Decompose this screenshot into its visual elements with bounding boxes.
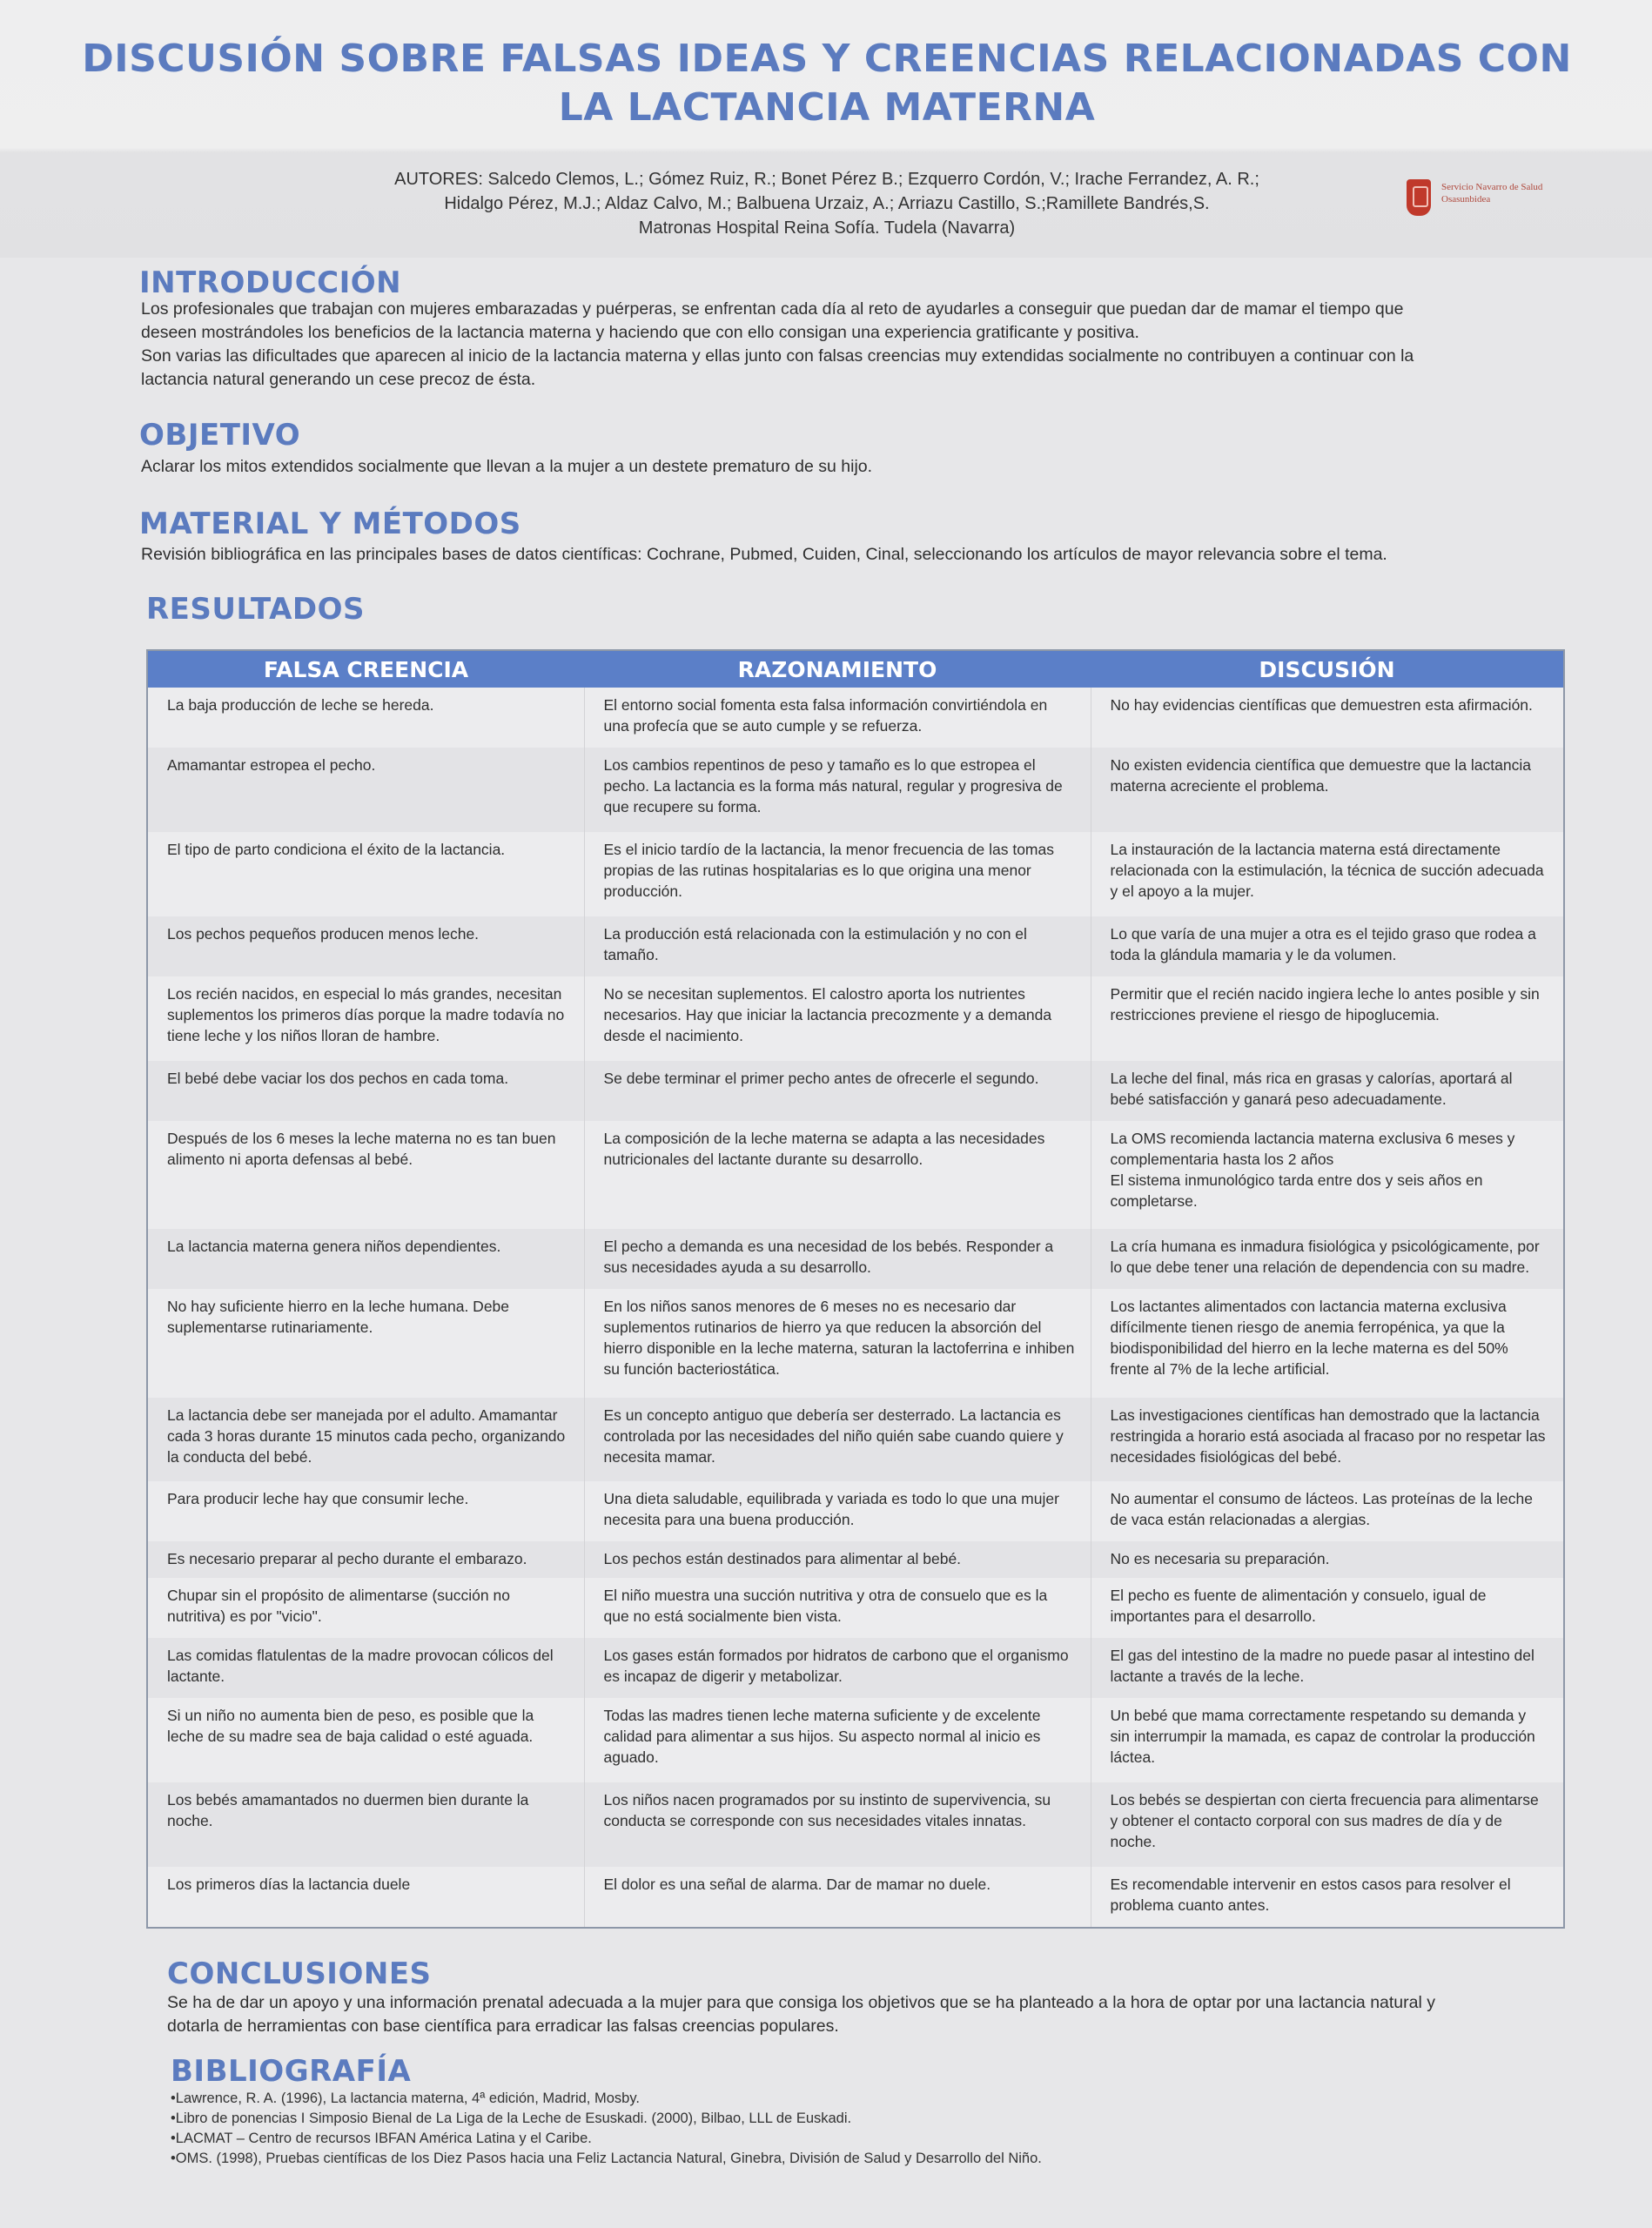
falsa-creencia-cell: No hay suficiente hierro en la leche humana. Debe suplementarse rutinariamente. — [147, 1289, 584, 1397]
title-line-1: DISCUSIÓN SOBRE FALSAS IDEAS Y CREENCIAS RELACIONADAS CON — [82, 37, 1572, 81]
discusion-cell: No aumentar el consumo de lácteos. Las proteínas de la leche de vaca están relacionadas a alergias. — [1091, 1481, 1564, 1541]
table-row — [147, 1061, 1564, 1121]
table-row — [147, 916, 1564, 976]
razonamiento-cell: Es el inicio tardío de la lactancia, la menor frecuencia de las tomas propias de las rutinas hospitalarias es lo que origina una menor producción. — [584, 832, 1091, 916]
heading-objetivo: OBJETIVO — [139, 418, 301, 453]
table-row — [147, 1698, 1564, 1782]
table-row — [147, 748, 1564, 832]
introduccion-text — [141, 298, 1568, 392]
bibliography-item: • LACMAT – Centro de recursos IBFAN América Latina y el Caribe. — [171, 2129, 1042, 2149]
results-table — [146, 649, 1565, 1929]
column-header-razonamiento: RAZONAMIENTO — [584, 650, 1091, 688]
table-row — [147, 1638, 1564, 1698]
table-row — [147, 1289, 1564, 1397]
razonamiento-cell: Es un concepto antiguo que debería ser desterrado. La lactancia es controlada por las necesidades del niño quién sabe cuando quiere y necesita mamar. — [584, 1398, 1091, 1482]
razonamiento-cell: Los niños nacen programados por su instinto de supervivencia, su conducta se corresponde con sus necesidades vitales innatas. — [584, 1782, 1091, 1867]
razonamiento-cell: La composición de la leche materna se adapta a las necesidades nutricionales del lactante durante su desarrollo. — [584, 1121, 1091, 1229]
heading-conclusiones: CONCLUSIONES — [167, 1956, 432, 1991]
heading-bibliografia: BIBLIOGRAFÍA — [171, 2054, 412, 2089]
table-row — [147, 832, 1564, 916]
authors-line-2: Hidalgo Pérez, M.J.; Aldaz Calvo, M.; Balbuena Urzaiz, A.; Arriazu Castillo, S.;Ramillete Bandrés,S. — [444, 194, 1210, 213]
authors-line-1: AUTORES: Salcedo Clemos, L.; Gómez Ruiz, R.; Bonet Pérez B.; Ezquerro Cordón, V.; Irache Ferrandez, A. R.; — [394, 170, 1259, 189]
table-row — [147, 1578, 1564, 1638]
intro-line-1: Los profesionales que trabajan con mujeres embarazadas y puérperas, se enfrentan cada día al reto de ayudarles a conseguir que puedan dar de mamar el tiempo que — [141, 299, 1404, 319]
table-row — [147, 1541, 1564, 1577]
razonamiento-cell: El niño muestra una succión nutritiva y otra de consuelo que es la que no está socialmente bien vista. — [584, 1578, 1091, 1638]
heading-introduccion: INTRODUCCIÓN — [139, 265, 402, 300]
intro-line-2: deseen mostrándoles los beneficios de la lactancia materna y haciendo que con ello consigan una experiencia gratificante y positiva. — [141, 323, 1139, 342]
title-line-2: LA LACTANCIA MATERNA — [558, 85, 1096, 130]
table-row — [147, 976, 1564, 1061]
razonamiento-cell: Una dieta saludable, equilibrada y variada es todo lo que una mujer necesita para una buena producción. — [584, 1481, 1091, 1541]
razonamiento-cell: Todas las madres tienen leche materna suficiente y de excelente calidad para alimentar a sus hijos. Su aspecto normal al inicio es aguado. — [584, 1698, 1091, 1782]
falsa-creencia-cell: Las comidas flatulentas de la madre provocan cólicos del lactante. — [147, 1638, 584, 1698]
falsa-creencia-cell: Los recién nacidos, en especial lo más grandes, necesitan suplementos los primeros días porque la madre todavía no tiene leche y los niños lloran de hambre. — [147, 976, 584, 1061]
table-row — [147, 1782, 1564, 1867]
falsa-creencia-cell: Si un niño no aumenta bien de peso, es posible que la leche de su madre sea de baja calidad o esté aguada. — [147, 1698, 584, 1782]
column-header-discusion: DISCUSIÓN — [1091, 650, 1564, 688]
discusion-cell: Un bebé que mama correctamente respetando su demanda y sin interrumpir la mamada, es capaz de controlar la producción láctea. — [1091, 1698, 1564, 1782]
table-row — [147, 1398, 1564, 1482]
conclusiones-text — [167, 1991, 1577, 2038]
discusion-cell: No es necesaria su preparación. — [1091, 1541, 1564, 1577]
material-text: Revisión bibliográfica en las principales bases de datos científicas: Cochrane, Pubmed, Cuiden, Cinal, seleccionando los artículos de mayor relevancia sobre el tema. — [141, 545, 1387, 564]
razonamiento-cell: El dolor es una señal de alarma. Dar de mamar no duele. — [584, 1867, 1091, 1928]
razonamiento-cell: No se necesitan suplementos. El calostro aporta los nutrientes necesarios. Hay que iniciar la lactancia precozmente y a demanda desde el nacimiento. — [584, 976, 1091, 1061]
table-row — [147, 688, 1564, 748]
falsa-creencia-cell: Los primeros días la lactancia duele — [147, 1867, 584, 1928]
falsa-creencia-cell: El tipo de parto condiciona el éxito de la lactancia. — [147, 832, 584, 916]
conclusiones-line-2: dotarla de herramientas con base científica para erradicar las falsas creencias populares. — [167, 2017, 839, 2036]
authors-block — [331, 167, 1323, 240]
falsa-creencia-cell: La lactancia materna genera niños dependientes. — [147, 1229, 584, 1289]
falsa-creencia-cell: El bebé debe vaciar los dos pechos en cada toma. — [147, 1061, 584, 1121]
discusion-cell: No existen evidencia científica que demuestre que la lactancia materna acreciente el problema. — [1091, 748, 1564, 832]
razonamiento-cell: El entorno social fomenta esta falsa información convirtiéndola en una profecía que se auto cumple y se refuerza. — [584, 688, 1091, 748]
discusion-cell: Es recomendable intervenir en estos casos para resolver el problema cuanto antes. — [1091, 1867, 1564, 1928]
institution-logo — [1401, 176, 1575, 221]
crest-icon — [1407, 179, 1431, 216]
logo-text-1: Servicio Navarro de Salud — [1441, 182, 1543, 192]
razonamiento-cell: El pecho a demanda es una necesidad de los bebés. Responder a sus necesidades ayuda a su desarrollo. — [584, 1229, 1091, 1289]
poster-title — [78, 35, 1575, 132]
heading-material: MATERIAL Y MÉTODOS — [139, 507, 521, 541]
falsa-creencia-cell: Después de los 6 meses la leche materna no es tan buen alimento ni aporta defensas al bebé. — [147, 1121, 584, 1229]
falsa-creencia-cell: La lactancia debe ser manejada por el adulto. Amamantar cada 3 horas durante 15 minutos cada pecho, organizando la conducta del bebé. — [147, 1398, 584, 1482]
affiliation: Matronas Hospital Reina Sofía. Tudela (Navarra) — [638, 218, 1016, 238]
bibliography-item: • Lawrence, R. A. (1996), La lactancia materna, 4ª edición, Madrid, Mosby. — [171, 2089, 1042, 2109]
objetivo-text: Aclarar los mitos extendidos socialmente que llevan a la mujer a un destete prematuro de su hijo. — [141, 457, 873, 476]
razonamiento-cell: La producción está relacionada con la estimulación y no con el tamaño. — [584, 916, 1091, 976]
discusion-cell: La instauración de la lactancia materna está directamente relacionada con la estimulación, la técnica de succión adecuada y el apoyo a la mujer. — [1091, 832, 1564, 916]
discusion-cell: Lo que varía de una mujer a otra es el tejido graso que rodea a toda la glándula mamaria y le da volumen. — [1091, 916, 1564, 976]
falsa-creencia-cell: Es necesario preparar al pecho durante el embarazo. — [147, 1541, 584, 1577]
falsa-creencia-cell: La baja producción de leche se hereda. — [147, 688, 584, 748]
razonamiento-cell: Se debe terminar el primer pecho antes de ofrecerle el segundo. — [584, 1061, 1091, 1121]
falsa-creencia-cell: Para producir leche hay que consumir leche. — [147, 1481, 584, 1541]
bibliography-item: • OMS. (1998), Pruebas científicas de los Diez Pasos hacia una Feliz Lactancia Natural, Ginebra, División de Salud y Desarrollo del Niño. — [171, 2149, 1042, 2169]
intro-line-3: Son varias las dificultades que aparecen al inicio de la lactancia materna y ellas junto con falsas creencias muy extendidas socialmente no contribuyen a continuar con la — [141, 346, 1414, 366]
discusion-cell: La cría humana es inmadura fisiológica y psicológicamente, por lo que debe tener una relación de dependencia con su madre. — [1091, 1229, 1564, 1289]
discusion-cell: Los lactantes alimentados con lactancia materna exclusiva difícilmente tienen riesgo de anemia ferropénica, ya que la biodisponibilidad del hierro en la leche materna es del 50% frente al 7% de la leche artificial. — [1091, 1289, 1564, 1397]
heading-resultados: RESULTADOS — [146, 592, 366, 627]
discusion-cell: El gas del intestino de la madre no puede pasar al intestino del lactante a través de la leche. — [1091, 1638, 1564, 1698]
bibliography-item: • Libro de ponencias I Simposio Bienal de La Liga de la Leche de Esuskadi. (2000), Bilbao, LLL de Euskadi. — [171, 2109, 1042, 2129]
bibliography-list — [171, 2089, 1042, 2169]
table-row — [147, 1867, 1564, 1928]
conclusiones-line-1: Se ha de dar un apoyo y una información prenatal adecuada a la mujer para que consiga los objetivos que se ha planteado a la hora de optar por una lactancia natural y — [167, 1993, 1435, 2012]
discusion-cell: Los bebés se despiertan con cierta frecuencia para alimentarse y obtener el contacto corporal con sus madres de día y de noche. — [1091, 1782, 1564, 1867]
razonamiento-cell: Los gases están formados por hidratos de carbono que el organismo es incapaz de digerir y metabolizar. — [584, 1638, 1091, 1698]
table-row — [147, 1121, 1564, 1229]
razonamiento-cell: Los pechos están destinados para alimentar al bebé. — [584, 1541, 1091, 1577]
table-header-row — [147, 650, 1564, 688]
discusion-cell: La OMS recomienda lactancia materna exclusiva 6 meses y complementaria hasta los 2 años El sistema inmunológico tarda entre dos y seis años en completarse. — [1091, 1121, 1564, 1229]
discusion-cell: Las investigaciones científicas han demostrado que la lactancia restringida a horario está asociada al fracaso por no respetar las necesidades fisiológicas del bebé. — [1091, 1398, 1564, 1482]
discusion-cell: La leche del final, más rica en grasas y calorías, aportará al bebé satisfacción y ganará peso adecuadamente. — [1091, 1061, 1564, 1121]
falsa-creencia-cell: Amamantar estropea el pecho. — [147, 748, 584, 832]
intro-line-4: lactancia natural generando un cese precoz de ésta. — [141, 370, 536, 389]
razonamiento-cell: Los cambios repentinos de peso y tamaño es lo que estropea el pecho. La lactancia es la forma más natural, regular y progresiva de que recupere su forma. — [584, 748, 1091, 832]
razonamiento-cell: En los niños sanos menores de 6 meses no es necesario dar suplementos rutinarios de hierro ya que reducen la absorción del hierro disponible en la leche materna, saturan la lactoferrina e inhiben su función bacteriostática. — [584, 1289, 1091, 1397]
discusion-cell: No hay evidencias científicas que demuestren esta afirmación. — [1091, 688, 1564, 748]
logo-text-2: Osasunbidea — [1441, 194, 1491, 205]
table-row — [147, 1481, 1564, 1541]
falsa-creencia-cell: Chupar sin el propósito de alimentarse (succión no nutritiva) es por "vicio". — [147, 1578, 584, 1638]
table-row — [147, 1229, 1564, 1289]
falsa-creencia-cell: Los bebés amamantados no duermen bien durante la noche. — [147, 1782, 584, 1867]
column-header-falsa-creencia: FALSA CREENCIA — [147, 650, 584, 688]
falsa-creencia-cell: Los pechos pequeños producen menos leche. — [147, 916, 584, 976]
discusion-cell: El pecho es fuente de alimentación y consuelo, igual de importantes para el desarrollo. — [1091, 1578, 1564, 1638]
discusion-cell: Permitir que el recién nacido ingiera leche lo antes posible y sin restricciones previene el riesgo de hipoglucemia. — [1091, 976, 1564, 1061]
